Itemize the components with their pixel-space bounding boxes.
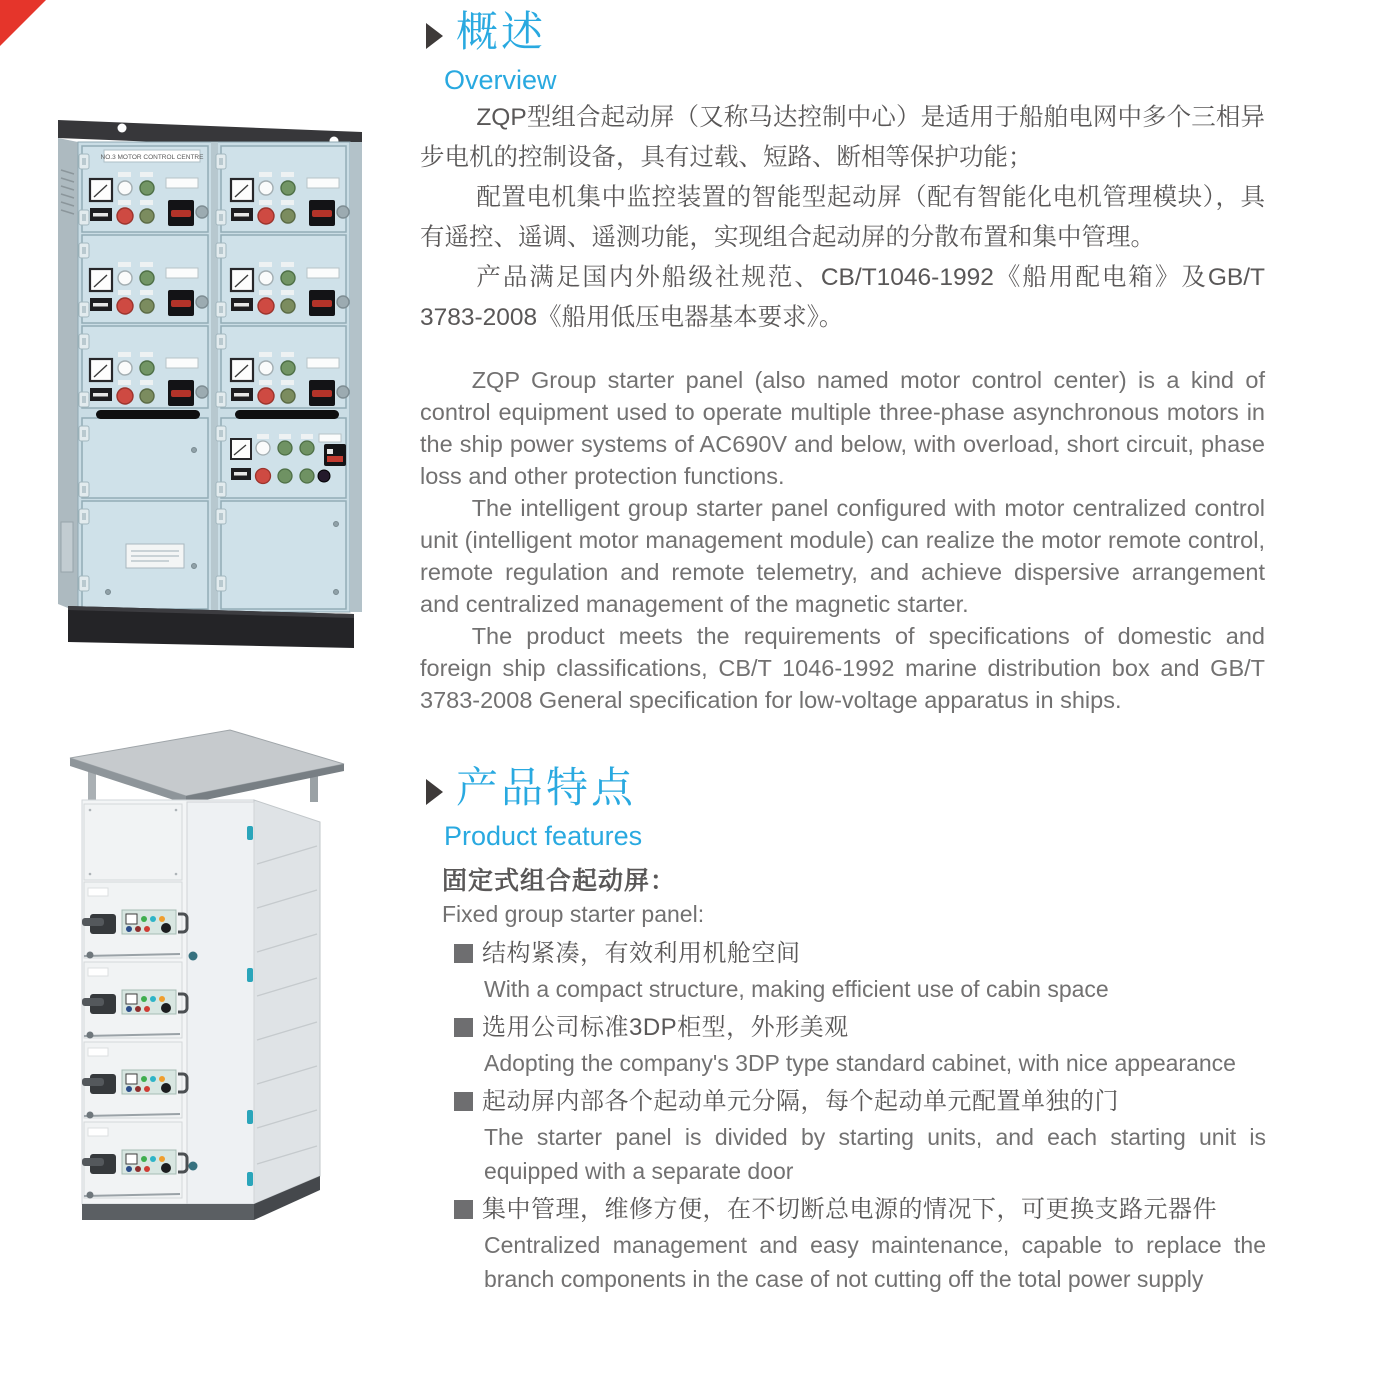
feature-text-zh: 集中管理，维修方便，在不切断总电源的情况下，可更换支路元器件 bbox=[482, 1196, 1217, 1223]
features-list bbox=[454, 936, 1266, 1300]
feature-text-en: The starter panel is divided by starting units, and each starting unit is equipped with a separate door bbox=[484, 1124, 1266, 1184]
overview-title-zh: 概述 bbox=[456, 8, 547, 55]
features-subtitle-en: Fixed group starter panel: bbox=[442, 901, 705, 927]
bullet-square-icon bbox=[454, 1018, 473, 1037]
section-arrow-icon bbox=[426, 779, 443, 805]
overview-chinese-text bbox=[420, 98, 1265, 338]
feature-item bbox=[454, 936, 1266, 1006]
bullet-square-icon bbox=[454, 1092, 473, 1111]
feature-item bbox=[454, 1192, 1266, 1296]
features-title-zh: 产品特点 bbox=[456, 764, 637, 811]
features-header bbox=[420, 764, 642, 852]
bullet-square-icon bbox=[454, 1200, 473, 1219]
paragraph: 配置电机集中监控装置的智能型起动屏（配有智能化电机管理模块），具有遥控、遥调、遥测功能，实现组合起动屏的分散布置和集中管理。 bbox=[420, 184, 1265, 251]
cabinet-3d-photo bbox=[58, 714, 350, 1248]
feature-item bbox=[454, 1010, 1266, 1080]
overview-title-en: Overview bbox=[444, 65, 557, 95]
feature-item bbox=[454, 1084, 1266, 1188]
feature-text-en: With a compact structure, making efficient use of cabin space bbox=[484, 976, 1109, 1002]
overview-english-text bbox=[420, 364, 1265, 716]
corner-accent-icon bbox=[0, 0, 46, 46]
feature-text-zh: 选用公司标准3DP柜型，外形美观 bbox=[482, 1014, 849, 1041]
feature-text-zh: 结构紧凑，有效利用机舱空间 bbox=[482, 940, 801, 967]
feature-text-en: Adopting the company's 3DP type standard cabinet, with nice appearance bbox=[484, 1050, 1236, 1076]
features-subtitle bbox=[442, 864, 704, 930]
paragraph: ZQP型组合起动屏（又称马达控制中心）是适用于船舶电网中多个三相异步电机的控制设备，具有过载、短路、断相等保护功能； bbox=[420, 104, 1265, 171]
features-subtitle-zh: 固定式组合起动屏： bbox=[442, 867, 677, 895]
feature-text-en: Centralized management and easy maintenance, capable to replace the branch components in the case of not cutting off the total power supply bbox=[484, 1232, 1266, 1292]
cabinet-nameplate-label: NO.3 MOTOR CONTROL CENTRE bbox=[100, 154, 204, 161]
section-arrow-icon bbox=[426, 23, 443, 49]
front-cabinet-illustration bbox=[48, 114, 368, 654]
front-cabinet-photo bbox=[48, 114, 368, 654]
bullet-square-icon bbox=[454, 944, 473, 963]
paragraph: The intelligent group starter panel configured with motor centralized control unit (intelligent motor management module) can realize the motor remote control, remote regulation and remote telemetry, and achieve dispersive arrangement and centralized management of the magnetic starter. bbox=[420, 495, 1265, 617]
overview-header bbox=[420, 8, 557, 96]
paragraph: ZQP Group starter panel (also named motor control center) is a kind of control equipment used to operate multiple three-phase asynchronous motors in the ship power systems of AC690V and below, with overload, short circuit, phase loss and other protection functions. bbox=[420, 367, 1265, 489]
paragraph: The product meets the requirements of specifications of domestic and foreign ship classifications, CB/T 1046-1992 marine distribution box and GB/T 3783-2008 General specification for low-voltage apparatus in ships. bbox=[420, 623, 1265, 713]
cabinet-3d-illustration bbox=[58, 714, 350, 1248]
paragraph: 产品满足国内外船级社规范、CB/T1046-1992《船用配电箱》及GB/T 3783-2008《船用低压电器基本要求》。 bbox=[420, 264, 1265, 331]
features-title-en: Product features bbox=[444, 821, 643, 851]
feature-text-zh: 起动屏内部各个起动单元分隔，每个起动单元配置单独的门 bbox=[482, 1088, 1119, 1115]
